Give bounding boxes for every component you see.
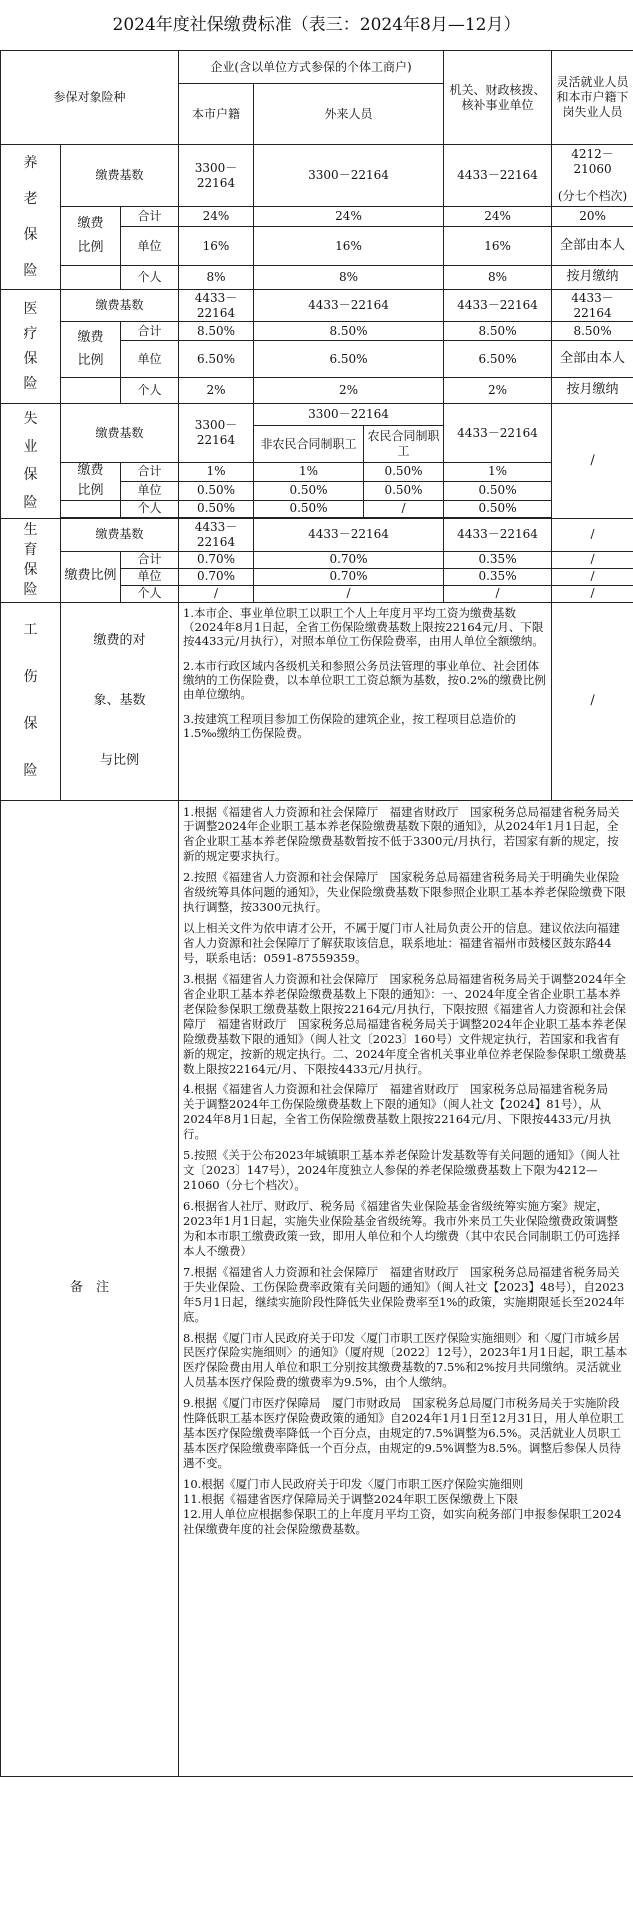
medical-person-label: 个人 [121,378,179,404]
remark-2: 2.按照《福建省人力资源和社会保障厅 国家税务总局福建省税务局关于明确失业保险省级统筹具体问题的通知》，失业保险缴费基数下限参照企业职工基本养老保险缴费下限执行调整，按3300元执行。 [183,870,626,915]
medical-total-gov: 8.50% [444,322,552,341]
pension-base-local: 3300－22164 [179,145,254,207]
injury-flex: / [552,602,633,800]
maternity-base-local: 4433－22164 [179,518,254,551]
medical-person-flex: 按月缴纳 [552,378,633,404]
pension-unit-local: 16% [179,227,254,266]
maternity-total-gov: 0.35% [444,551,552,568]
unemployment-unit-gov: 0.50% [444,481,552,500]
medical-unit-gov: 6.50% [444,341,552,378]
maternity-base-gov: 4433－22164 [444,518,552,551]
maternity-person-local: / [179,585,254,602]
unemployment-name: 失 业 保 险 [1,404,61,519]
unemployment-total-non-farmer: 1% [254,463,364,482]
pension-total-label: 合计 [121,207,179,227]
medical-total-label: 合计 [121,322,179,341]
contribution-table [0,50,633,1777]
medical-person-migrant: 2% [254,378,444,404]
maternity-total-local: 0.70% [179,551,254,568]
header-flex: 灵活就业人员和本市户籍下岗失业人员 [552,51,633,145]
pension-ratio-label: 缴费 比例 [61,207,121,266]
maternity-unit-gov: 0.35% [444,568,552,585]
unemployment-unit-label: 单位 [121,481,179,500]
maternity-person-migrant: / [254,585,444,602]
maternity-base-label: 缴费基数 [61,518,179,551]
maternity-person-flex: / [552,585,633,602]
medical-unit-local: 6.50% [179,341,254,378]
unemployment-ratio-label: 缴费 比例 [61,463,121,501]
maternity-base-flex: / [552,518,633,551]
header-local: 本市户籍 [179,84,254,145]
remarks-label: 备 注 [1,800,179,1776]
maternity-person-gov: / [444,585,552,602]
remark-4: 4.根据《福建省人力资源和社会保障厅 福建省财政厅 国家税务总局福建省税务局 关于调整2024年工伤保险缴费基数上下限的通知》（闽人社文【2024】81号），从2024年8月1日起，全省工伤保险缴费基数上限按22164元/月、下限按4433元/月执行。 [183,1082,620,1142]
pension-unit-gov: 16% [444,227,552,266]
maternity-base-migrant: 4433－22164 [254,518,444,551]
unemployment-base-migrant: 3300－22164 [254,404,444,426]
pension-blank [61,266,121,290]
page-title: 2024年度社保缴费标准（表三：2024年8月—12月） [112,15,521,35]
maternity-total-flex: / [552,551,633,568]
medical-blank [61,378,121,404]
remark-11: 11.根据《福建省医疗保障局关于调整2024年职工医保缴费上下限 [183,1491,519,1506]
unemployment-person-local: 0.50% [179,500,254,517]
unemployment-person-farmer: / [364,500,444,517]
pension-person-local: 8% [179,266,254,290]
unemployment-unit-farmer: 0.50% [364,481,444,500]
unemployment-total-label: 合计 [121,463,179,482]
unemployment-base-label: 缴费基数 [61,404,179,463]
maternity-unit-migrant: 0.70% [254,568,444,585]
injury-label: 缴费的对 象、基数 与比例 [61,602,179,800]
medical-base-gov: 4433－22164 [444,290,552,322]
medical-unit-label: 单位 [121,341,179,378]
maternity-unit-local: 0.70% [179,568,254,585]
header-enterprise: 企业(含以单位方式参保的个体工商户) [179,51,444,84]
header-migrant: 外来人员 [254,84,444,145]
remark-3: 3.根据《福建省人力资源和社会保障厅 国家税务总局福建省税务局关于调整2024年全省企业职工基本养老保险缴费基数上下限的通知》：一、2024年度全省企业职工基本养老保险参保职工缴费基数上限按22164元/月执行，下限按照《福建省人力资源和社会保障厅 福建省财政厅 国家税务总局福建省税务局关于调整2024年企业职工基本养老保险缴费基数下限的通知》（闽人社文〔2023〕160号）文件规定执行，若国家和我省有新的规定，按新的规定执行。二、2024年度全省机关事业单位养老保险参保职工缴费基数上限按22164元/月、下限按4433元/月执行。 [183,971,627,1076]
pension-unit-migrant: 16% [254,227,444,266]
maternity-total-label: 合计 [121,551,179,568]
medical-unit-migrant: 6.50% [254,341,444,378]
unemployment-total-gov: 1% [444,463,552,482]
pension-total-flex: 20% [552,207,633,227]
unemployment-person-non-farmer: 0.50% [254,500,364,517]
pension-person-label: 个人 [121,266,179,290]
pension-name: 养 老 保 险 [1,145,61,290]
pension-total-gov: 24% [444,207,552,227]
pension-total-migrant: 24% [254,207,444,227]
pension-person-flex: 按月缴纳 [552,266,633,290]
unemployment-unit-local: 0.50% [179,481,254,500]
remark-1: 1.根据《福建省人力资源和社会保障厅 福建省财政厅 国家税务总局福建省税务局关于调整2024年企业职工基本养老保险缴费基数下限的通知》，从2024年1月1日起，全省企业职工基本养老保险缴费基数暂按不低于3300元/月执行，若国家有新的规定，按新的规定要求执行。 [183,804,620,864]
pension-person-migrant: 8% [254,266,444,290]
medical-total-migrant: 8.50% [254,322,444,341]
unemployment-blank [61,500,121,517]
remark-9: 9.根据《厦门市医疗保障局 厦门市财政局 国家税务总局厦门市税务局关于实施阶段性降低职工基本医疗保险费政策的通知》自2024年1月1日至12月31日，用人单位职工基本医疗保险缴费率降低一个百分点，由规定的7.5%调整为6.5%。灵活就业人员职工基本医疗保险缴费率降低一个百分点，由规定的9.5%调整为8.5%。调整后参保人员待遇不变。 [183,1396,625,1470]
medical-person-gov: 2% [444,378,552,404]
medical-total-flex: 8.50% [552,322,633,341]
remarks-text [179,800,633,1776]
medical-base-local: 4433－22164 [179,290,254,322]
unemployment-person-label: 个人 [121,500,179,517]
pension-base-label: 缴费基数 [61,145,179,207]
remark-8: 8.根据《厦门市人民政府关于印发〈厦门市职工医疗保险实施细则〉和〈厦门市城乡居民医疗保险实施细则〉的通知》（厦府规〔2022〕12号），2023年1月1日起，职工基本医疗保险费由用人单位和职工分别按其缴费基数的7.5%和2%按月共同缴纳。灵活就业人员基本医疗保险费的缴费率为9.5%，由个人缴纳。 [183,1330,628,1390]
unemployment-flex: / [552,404,633,519]
medical-base-migrant: 4433－22164 [254,290,444,322]
pension-base-migrant: 3300－22164 [254,145,444,207]
remark-5: 5.按照《关于公布2023年城镇职工基本养老保险计发基数等有关问题的通知》（闽人社文〔2023〕147号），2024年度独立人参保的养老保险缴费基数上下限为4212—21060（分七个档次）。 [183,1148,620,1193]
medical-person-local: 2% [179,378,254,404]
maternity-name: 生 育 保 险 [1,518,61,602]
maternity-ratio-label: 缴费比例 [61,551,121,602]
medical-base-flex: 4433－22164 [552,290,633,322]
unemployment-total-farmer: 0.50% [364,463,444,482]
remark-7: 7.根据《福建省人力资源和社会保障厅 福建省财政厅 国家税务总局福建省税务局关于失业保险、工伤保险费率政策有关问题的通知》（闽人社文【2023】48号），自2023年5月1日起，继续实施阶段性降低失业保险费率至1%的政策，实施期限延长至2024年底。 [183,1264,625,1324]
pension-total-local: 24% [179,207,254,227]
maternity-total-migrant: 0.70% [254,551,444,568]
remark-2b: 以上相关文件为依申请才公开，不属于厦门市人社局负责公开的信息。建议依法向福建省人力资源和社会保障厅了解获取该信息，联系地址：福建省福州市鼓楼区鼓东路44号，联系电话：0591-87559359。 [183,921,620,965]
unemployment-base-local: 3300－22164 [179,404,254,463]
maternity-unit-label: 单位 [121,568,179,585]
pension-unit-label: 单位 [121,227,179,266]
unemployment-base-gov: 4433－22164 [444,404,552,463]
unemployment-farmer: 农民合同制职工 [364,426,444,463]
maternity-person-label: 个人 [121,585,179,602]
injury-name: 工 伤 保 险 [1,602,61,800]
remark-10: 10.根据《厦门市人民政府关于印发〈厦门市职工医疗保险实施细则 [183,1476,524,1491]
pension-base-flex: 4212－21060 (分七个档次) [552,145,633,207]
unemployment-unit-non-farmer: 0.50% [254,481,364,500]
medical-total-local: 8.50% [179,322,254,341]
medical-ratio-label: 缴费 比例 [61,322,121,378]
unemployment-non-farmer: 非农民合同制职工 [254,426,364,463]
unemployment-total-local: 1% [179,463,254,482]
medical-unit-flex: 全部由本人 [552,341,633,378]
unemployment-person-gov: 0.50% [444,500,552,517]
pension-person-gov: 8% [444,266,552,290]
pension-unit-flex: 全部由本人 [552,227,633,266]
header-category: 参保对象险种 [1,51,179,145]
remark-6: 6.根据省人社厅、财政厅、税务局《福建省失业保险基金省级统筹实施方案》规定，2023年1月1日起，实施失业保险基金省级统筹。我市外来员工失业保险缴费政策调整为和本市职工缴费政策一致，即用人单位和个人均缴费（其中农民合同制职工仍可选择本人不缴费） [183,1199,620,1258]
medical-name: 医 疗 保 险 [1,290,61,404]
remark-12: 12.用人单位应根据参保职工的上年度月平均工资，如实向税务部门申报参保职工2024社保缴费年度的社会保险缴费基数。 [183,1506,622,1536]
pension-base-gov: 4433－22164 [444,145,552,207]
injury-description: 1.本市企、事业单位职工以职工个人上年度月平均工资为缴费基数（2024年8月1日起，全省工伤保险缴费基数上限按22164元/月、下限按4433元/月执行），对照本单位工伤保险费率，由用人单位全额缴纳。 2.本市行政区域内各级机关和参照公务员法管理的事业单位、社会团体缴纳的工伤保险费，以本单位职工工资总额为基数，按0.2%的缴费比例由单位缴纳。 3.按建筑工程项目参加工伤保险的建筑企业，按工程项目总造价的1.5‰缴纳工伤保险费。 [179,602,552,800]
maternity-unit-flex: / [552,568,633,585]
header-gov: 机关、财政核拨、核补事业单位 [444,51,552,145]
medical-base-label: 缴费基数 [61,290,179,322]
